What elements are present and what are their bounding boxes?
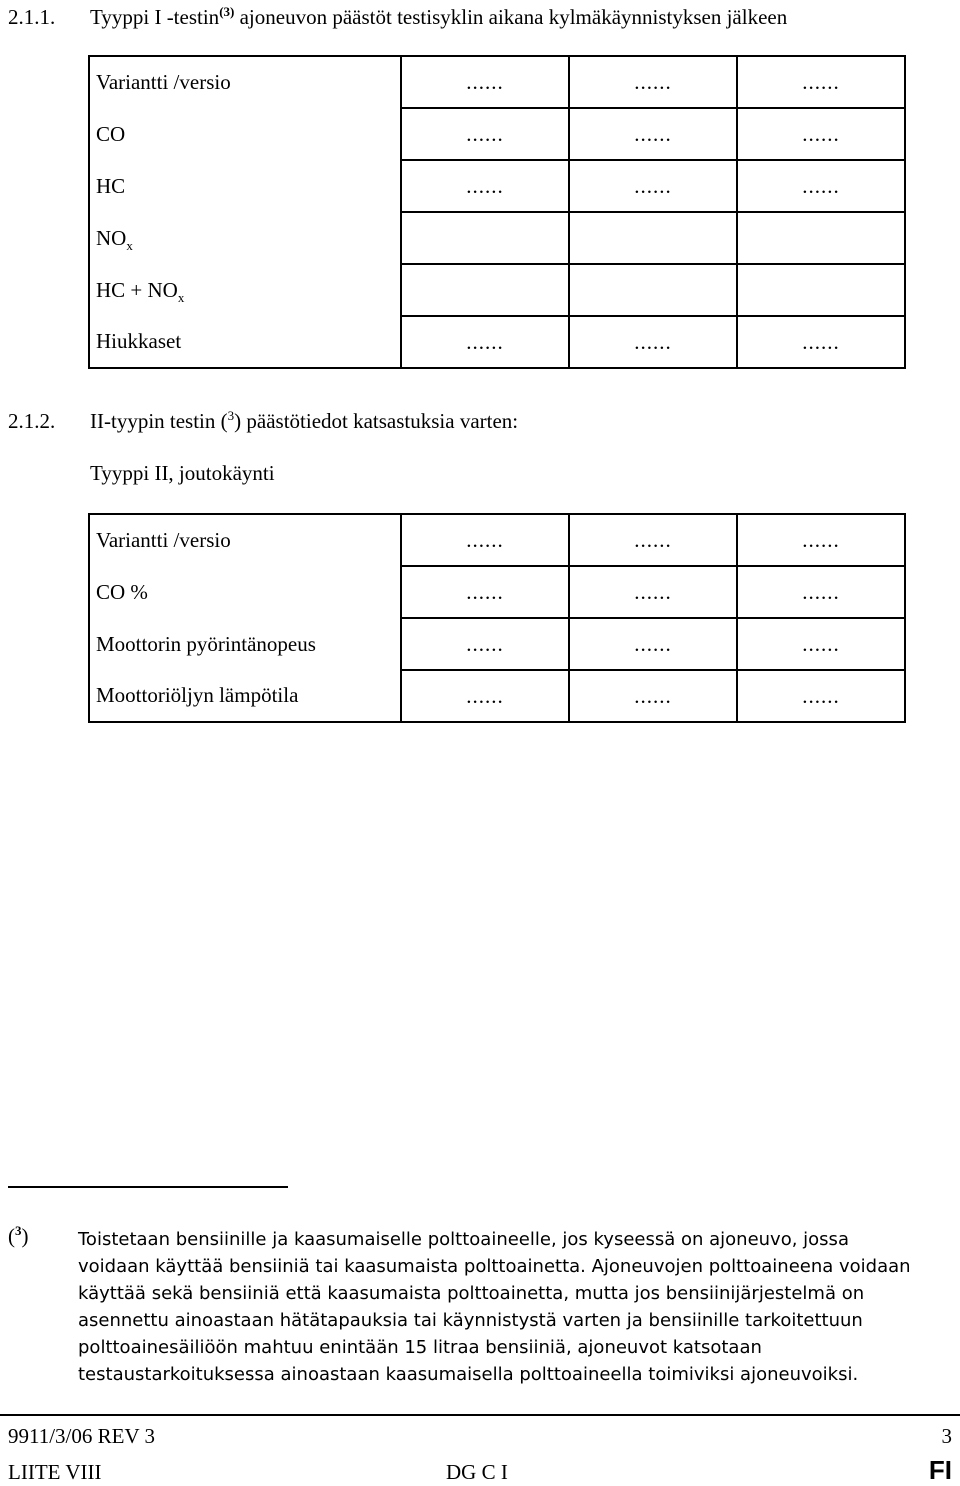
table-row (89, 56, 905, 108)
value-cell: ...... (737, 160, 905, 212)
section-title-2-after: ) päästötiedot katsastuksia varten: (234, 409, 519, 433)
footnote-marker (8, 1224, 29, 1248)
doc-reference: 9911/3/06 REV 3 (8, 1424, 156, 1448)
table-row (89, 566, 905, 618)
section-subtitle-2: Tyyppi II, joutokäynti (90, 461, 275, 485)
table-row (89, 670, 905, 722)
value-cell: ...... (737, 316, 905, 368)
row-label (89, 212, 401, 264)
table-row (89, 264, 905, 316)
section-title-1 (90, 5, 787, 29)
value-cell: ...... (737, 618, 905, 670)
footnote-line: asennettu ainoastaan hätätapauksia tai käynnistystä varten ja bensiinille tarkoitettuun (78, 1310, 863, 1331)
value-cell: ...... (737, 108, 905, 160)
row-label (89, 670, 401, 722)
value-cell: ...... (569, 566, 737, 618)
value-cell: ...... (569, 56, 737, 108)
value-cell: ...... (737, 670, 905, 722)
value-cell (401, 264, 569, 316)
section-title-2-before: II-tyypin testin ( (90, 409, 228, 433)
value-cell (737, 212, 905, 264)
value-cell: ...... (569, 108, 737, 160)
row-label-text: Variantti /versio (96, 70, 231, 94)
section-title-1-after: ajoneuvon päästöt testisyklin aikana kylmäkäynnistyksen jälkeen (239, 5, 788, 29)
footnote-line: polttoainesäiliöön mahtuu enintään 15 litraa bensiiniä, ajoneuvot katsotaan (78, 1337, 762, 1358)
row-label-subscript: x (126, 237, 133, 253)
footnote-line: voidaan käyttää bensiiniä tai kaasumaista polttoainetta. Ajoneuvojen polttoaineena voidaan (78, 1256, 911, 1277)
footnote-line: Toistetaan bensiinille ja kaasumaiselle polttoaineelle, jos kyseessä on ajoneuvo, jossa (78, 1229, 849, 1250)
footnote-text (78, 1226, 948, 1388)
value-cell: ...... (401, 670, 569, 722)
footnote-marker-number: 3 (15, 1223, 22, 1238)
value-cell (569, 264, 737, 316)
table-row (89, 316, 905, 368)
row-label (89, 108, 401, 160)
value-cell: ...... (401, 566, 569, 618)
row-label (89, 264, 401, 316)
value-cell: ...... (401, 514, 569, 566)
annex-label: LIITE VIII (8, 1460, 102, 1484)
idle-test-table (88, 513, 906, 723)
footer-rule (0, 1414, 960, 1416)
row-label (89, 566, 401, 618)
section-number-2: 2.1.2. (8, 409, 56, 433)
row-label-text: HC + NO (96, 277, 178, 302)
table-row (89, 618, 905, 670)
value-cell: ...... (401, 108, 569, 160)
value-cell: ...... (569, 618, 737, 670)
row-label (89, 56, 401, 108)
footnote-separator (8, 1186, 288, 1188)
row-label-text: Moottoriöljyn lämpötila (96, 683, 299, 707)
section-title-1-before: Tyyppi I -testin (90, 5, 220, 29)
value-cell (737, 264, 905, 316)
value-cell: ...... (569, 514, 737, 566)
emissions-table (88, 55, 906, 369)
table-row (89, 514, 905, 566)
row-label-text: NO (96, 225, 127, 250)
value-cell (569, 212, 737, 264)
dg-label: DG C I (446, 1460, 508, 1484)
row-label (89, 514, 401, 566)
section-title-2 (90, 409, 518, 433)
value-cell: ...... (401, 316, 569, 368)
footnote-ref-2: 3 (227, 408, 235, 423)
value-cell (401, 212, 569, 264)
section-number-1: 2.1.1. (8, 5, 56, 29)
row-label-text: Variantti /versio (96, 528, 231, 552)
value-cell: ...... (737, 566, 905, 618)
value-cell: ...... (401, 618, 569, 670)
row-label-text: CO (96, 121, 126, 146)
language-code: FI (928, 1455, 952, 1485)
value-cell: ...... (401, 160, 569, 212)
row-label-subscript: x (177, 289, 185, 305)
footnote-marker-close: ) (21, 1224, 29, 1248)
value-cell: ...... (401, 56, 569, 108)
value-cell: ...... (569, 316, 737, 368)
row-label-text: Hiukkaset (96, 329, 182, 353)
row-label-text: Moottorin pyörintänopeus (96, 631, 316, 656)
value-cell: ...... (737, 514, 905, 566)
table-row (89, 108, 905, 160)
footnote-marker-open: ( (8, 1224, 15, 1248)
value-cell: ...... (569, 670, 737, 722)
row-label (89, 160, 401, 212)
row-label (89, 316, 401, 368)
footnote-ref-1: (3) (219, 4, 235, 19)
page-number: 3 (941, 1424, 952, 1448)
row-label-text: HC (96, 173, 126, 198)
table-row (89, 212, 905, 264)
value-cell: ...... (737, 56, 905, 108)
table-row (89, 160, 905, 212)
footnote-line: käyttää sekä bensiiniä että kaasumaista polttoainetta, mutta jos bensiinijärjestelmä on (78, 1283, 865, 1304)
footnote-line: testaustarkoituksessa ainoastaan kaasumaisella polttoaineella toimiviksi ajoneuvoiksi. (78, 1364, 859, 1385)
row-label-text: CO % (96, 579, 148, 604)
row-label (89, 618, 401, 670)
value-cell: ...... (569, 160, 737, 212)
